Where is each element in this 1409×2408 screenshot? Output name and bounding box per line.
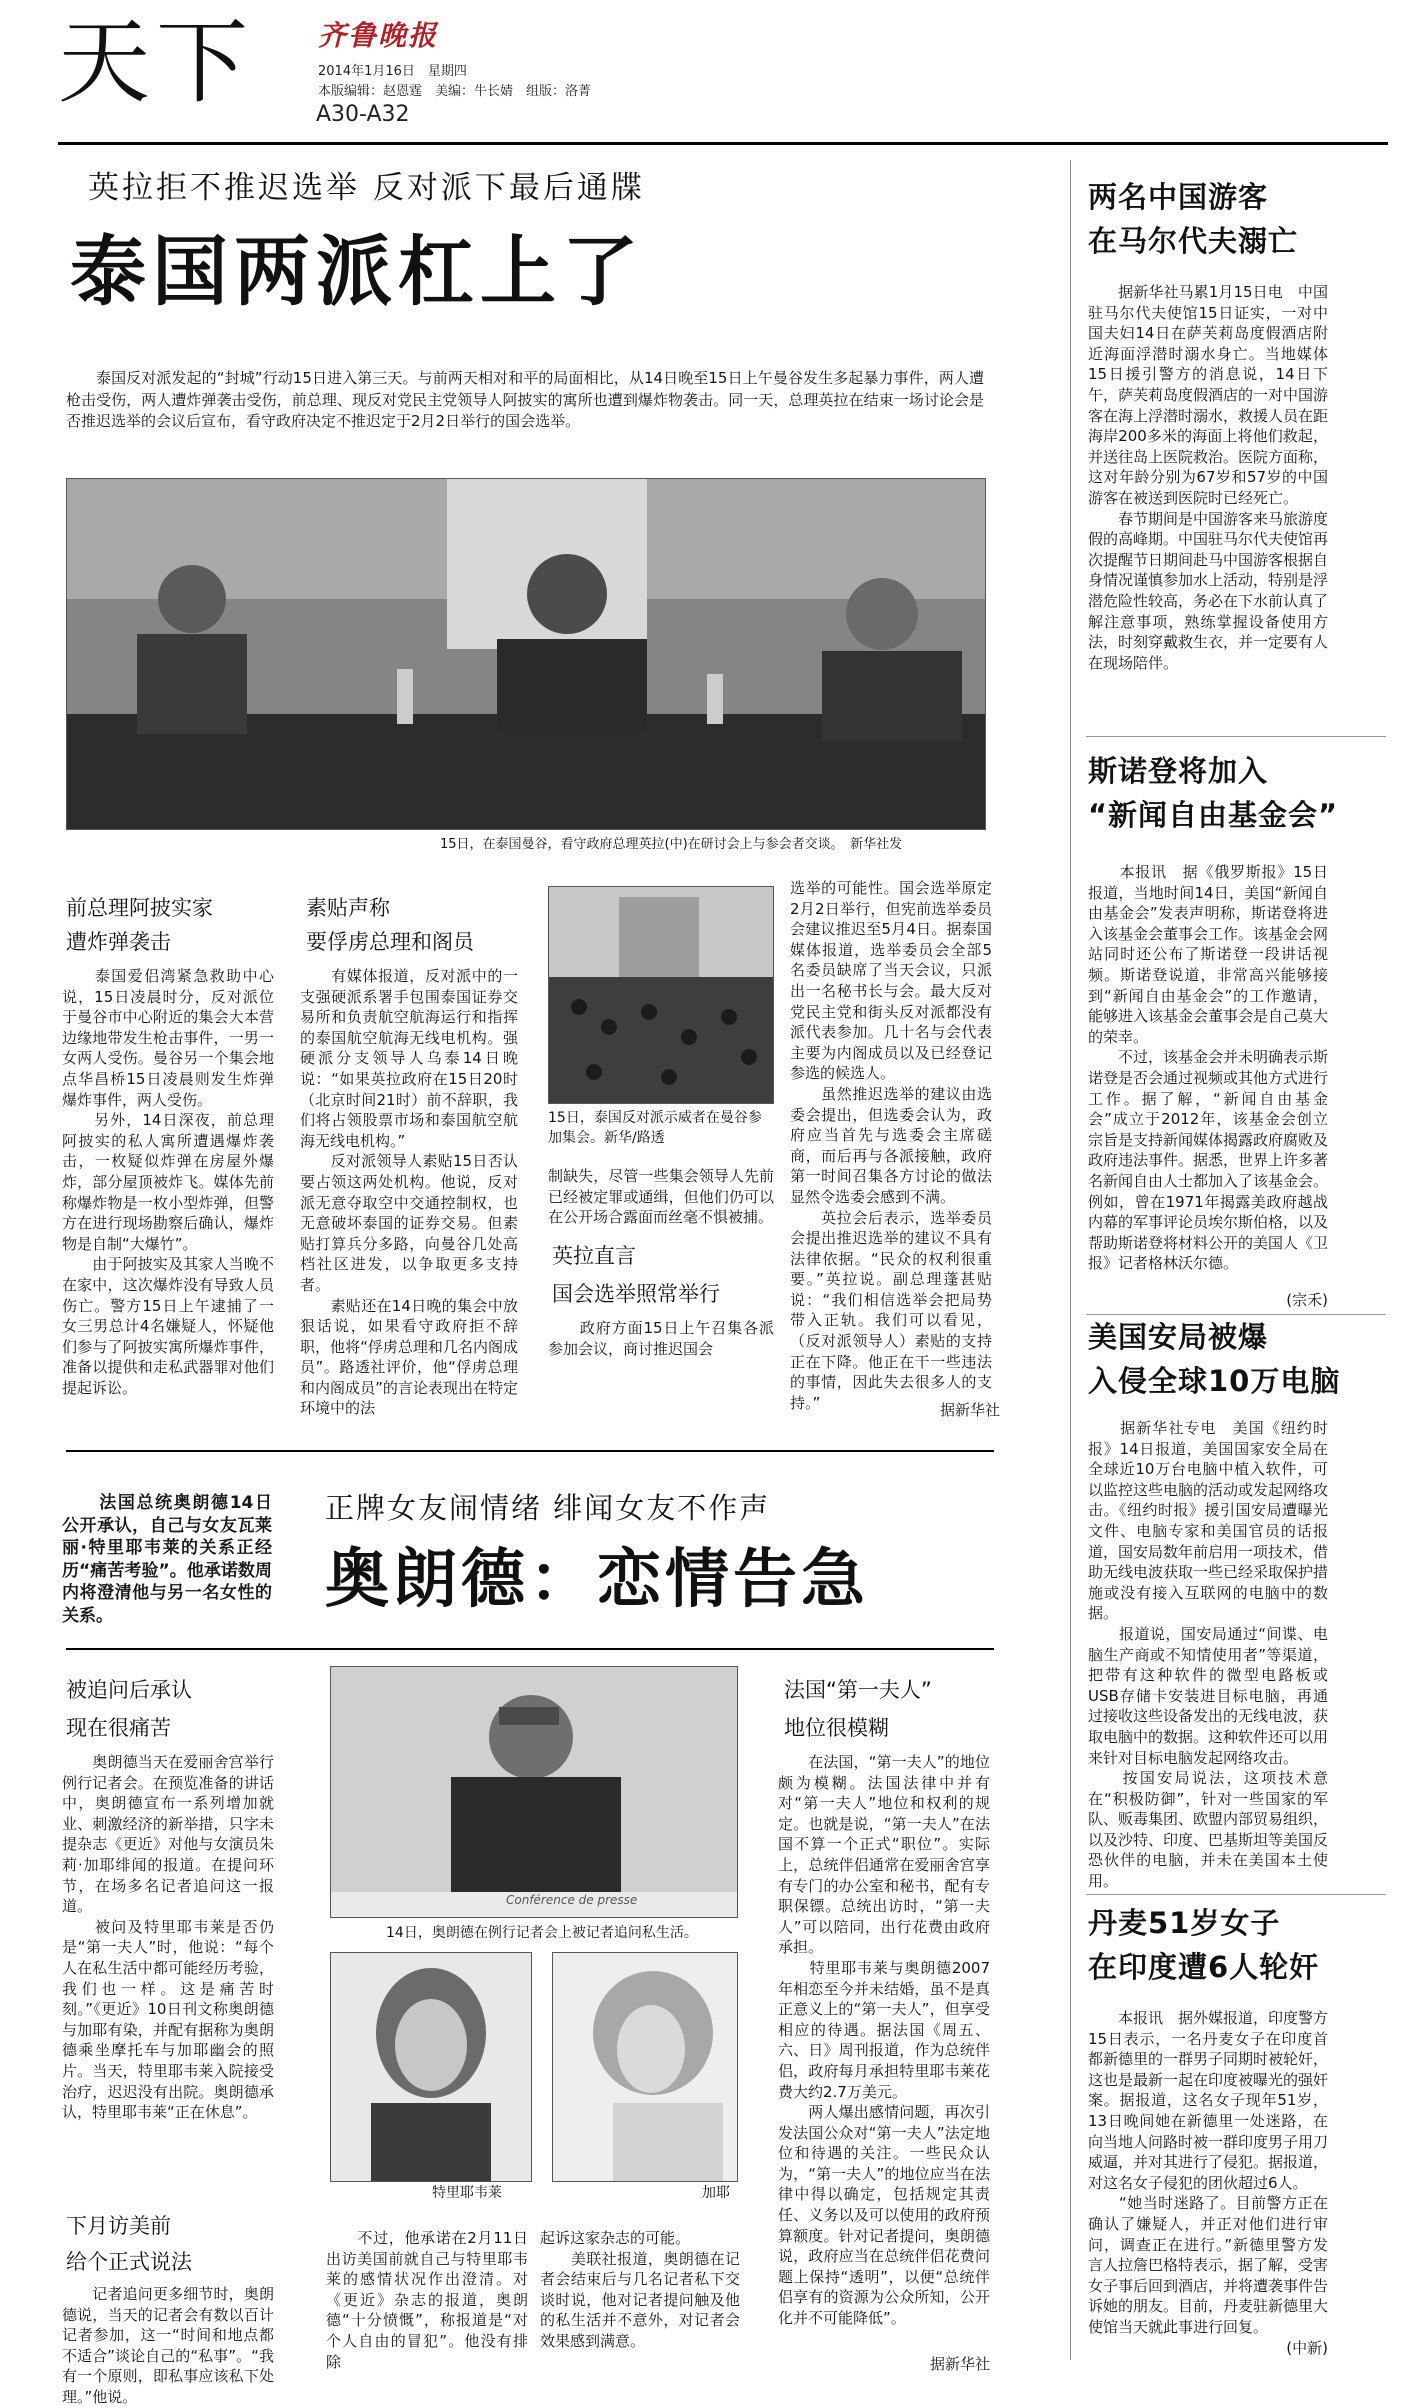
hollande-headline: 奥朗德：恋情告急: [325, 1543, 869, 1617]
col1-subhead-1: 前总理阿披实家: [66, 896, 213, 920]
hollande-photo: [330, 1666, 738, 1918]
gayet-photo-illustration: [553, 1953, 737, 2181]
gayet-photo: [552, 1952, 738, 2182]
hollande-photo-illustration: [331, 1667, 737, 1917]
newspaper-logo: 齐鲁晚报: [318, 19, 439, 52]
trierweiler-photo: [330, 1952, 532, 2182]
hollande-c-text: 不过，他承诺在2月11日出访美国前就自己与特里耶韦莱的感情状况作出澄清。对《更近》杂志的报道，奥朗德“十分愤慨”，称报道是“对个人自由的冒犯”。他没有排除: [326, 2229, 528, 2371]
lead-intro: 泰国反对派发起的“封城”行动15日进入第三天。与前两天相对和平的局面相比，从14日晚至15日上午曼谷发生多起暴力事件，两人遭枪击受伤，两人遭炸弹袭击受伤，前总理、现反对党民主党领导人阿披实的寓所也遭到爆炸物袭击。同一天，总理英拉在结束一场讨论会是否推迟选举的会议后宣布，看守政府决定不推迟定于2月2日举行的国会选举。: [66, 369, 984, 430]
hollande-e-sign: 据新华社: [929, 2355, 990, 2373]
hollande-b-subhead-2: 给个正式说法: [66, 2250, 192, 2274]
hollande-subhead: 正牌女友闹情绪 绯闻女友不作声: [325, 1491, 771, 1525]
col1-text: 泰国爱侣湾紧急救助中心说，15日凌晨时分，反对派位于曼谷市中心附近的集会大本营边缘地带发生枪击事件，一男一女两人受伤。曼谷另一个集会地点华昌桥15日凌晨则发生炸弹爆炸事件，两人受伤。 另外，14日深夜，前总理阿披实的私人寓所遭遇爆炸袭击，一枚疑似炸弹在房屋外爆炸，部分屋顶被炸飞。媒体先前称爆炸物是一枚小型炸弹，但警方在进行现场勘察后确认，爆炸物是自制“大爆竹”。 由于阿披实及其家人当晚不在家中，这次爆炸没有导致人员伤亡。警方15日上午逮捕了一女三男总计4名嫌疑人，怀疑他们参与了阿披实寓所爆炸事件，准备以提供和走私武器罪对他们提起诉讼。: [62, 967, 274, 1397]
sidebar-1-title-1: 两名中国游客: [1088, 180, 1269, 214]
hollande-e-subhead-1: 法国“第一夫人”: [784, 1678, 932, 1702]
lead-photo-illustration: [67, 479, 985, 829]
conference-label: Conférence de presse: [506, 1893, 638, 1907]
masthead-rule: [58, 142, 1388, 145]
col4-sign: 据新华社: [939, 1401, 1000, 1419]
col2-text: 有媒体报道，反对派中的一支强硬派系署手包围泰国证券交易所和负责航空航海运行和指挥的泰国航空航海无线电机构。强硬派分支领导人乌泰14日晚说：“如果英拉政府在15日20时（北京时间21时）前不辞职，我们将占领股票市场和泰国航空航海无线电机构。” 反对派领导人素贴15日否认要占领这两处机构。他说，反对派无意夺取空中交通控制权，也无意破坏泰国的证券交易。但素贴打算兵分多路，向曼谷几处高档社区进发，以争取更多支持者。 素贴还在14日晚的集会中放狠话说，如果看守政府拒不辞职，他将“俘虏总理和几名内阁成员”。路透社评价，他“俘虏总理和内阁成员”的言论表现出在特定环境中的法: [300, 967, 518, 1418]
page-numbers: A30-A32: [316, 102, 410, 127]
sidebar-rule-1: [1086, 736, 1386, 737]
sidebar-2-text: 本报讯 据《俄罗斯报》15日报道，当地时间14日，美国“新闻自由基金会”发表声明称，斯诺登将进入该基金会董事会工作。该基金会网站同时还公布了斯诺登一段讲话视频。斯诺登说道，非常高兴能够接到“新闻自由基金会”的工作邀请，能够进入该基金会董事会是自己莫大的荣幸。 不过，该基金会并未明确表示斯诺登是否会通过视频或其他方式进行工作。据了解，“新闻自由基金会”成立于2012年，该基金会创立宗旨是支持新闻媒体揭露政府腐败及政府违法事件。据悉，世界上许多著名新闻自由人士都加入了该基金会。例如，曾在1971年揭露美政府越战内幕的军事评论员埃尔斯伯格，以及帮助斯诺登将材料公开的美国人《卫报》记者格林沃尔德。: [1088, 863, 1329, 1273]
col3-subhead-2: 国会选举照常举行: [552, 1282, 720, 1306]
section-title: 天下: [58, 9, 255, 116]
hollande-b-text: 记者追问更多细节时，奥朗德说，当天的记者会有数以百计记者参加，这一“时间和地点都不适合”谈论自己的“私事”。“我有一个原则，即私事应该私下处理。”他说。: [62, 2285, 274, 2406]
protest-photo: [548, 886, 774, 1104]
col3-text-b: 政府方面15日上午召集各派参加会议，商讨推迟国会: [548, 1319, 774, 1358]
col3-text-a: 制缺失，尽管一些集会领导人先前已经被定罪或通缉，但他们仍可以在公开场合露面而丝毫不惧被捕。: [548, 1167, 774, 1227]
trierweiler-photo-illustration: [331, 1953, 531, 2181]
sidebar-3-title-1: 美国安局被爆: [1088, 1320, 1269, 1354]
sidebar-4-text: 本报讯 据外媒报道，印度警方15日表示，一名丹麦女子在印度首都新德里的一群男子同期时被轮奸，这也是最新一起在印度被曝光的强奸案。据报道，这名女子现年51岁，13日晚间她在新德里一处迷路，在向当地人问路时被一群印度男子用刀威逼，并对其进行了侵犯。据报道，对这名女子侵犯的团伙超过6人。 “她当时迷路了。目前警方正在确认了嫌疑人，并正对他们进行审问，调查正在进行。”新德里警方发言人拉詹巴格特表示，据了解，受害女子事后回到酒店，并将遭袭事件告诉她的朋友。目前，丹麦驻新德里大使馆当天就此事进行回复。: [1088, 2009, 1329, 2336]
sidebar-4-title-1: 丹麦51岁女子: [1088, 1906, 1281, 1940]
editor-credits: 本版编辑：赵恩霆 美编：牛长婧 组版：洛菁: [318, 84, 592, 99]
hollande-rule: [66, 1648, 994, 1650]
lead-subhead: 英拉拒不推迟选举 反对派下最后通牒: [88, 170, 645, 206]
hollande-a-subhead-2: 现在很痛苦: [66, 1716, 171, 1740]
col1-subhead-2: 遭炸弹袭击: [66, 930, 171, 954]
lead-photo: [66, 478, 986, 830]
issue-date: 2014年1月16日 星期四: [318, 64, 467, 79]
gayet-caption: 加耶: [702, 2185, 730, 2201]
masthead: [0, 0, 1409, 140]
col2-subhead-1: 素贴声称: [306, 896, 390, 920]
sidebar-1-text: 据新华社马累1月15日电 中国驻马尔代夫使馆15日证实，一对中国夫妇14日在萨芙莉岛度假酒店附近海面浮潜时溺水身亡。当地媒体15日援引警方的消息说，14日下午，萨芙莉岛度假酒店的一对中国游客在海上浮潜时溺水，救援人员在距海岸200多米的海面上将他们救起，并送往岛上医院救治。医院方面称，这对年龄分别为67岁和57岁的中国游客在被送到医院时已经死亡。 春节期间是中国游客来马旅游度假的高峰期。中国驻马尔代夫使馆再次提醒节日期间赴马中国游客根据自身情况谨慎参加水上活动，特别是浮潜危险性较高，务必在下水前认真了解注意事项，熟练掌握设备使用方法，时刻穿戴救生衣，并一定要有人在现场陪伴。: [1088, 283, 1329, 672]
col3-subhead-1: 英拉直言: [552, 1244, 636, 1268]
sidebar-2-title-1: 斯诺登将加入: [1088, 754, 1269, 788]
sidebar-rule-3: [1086, 1894, 1386, 1895]
lead-headline: 泰国两派杠上了: [70, 227, 644, 316]
sidebar-3-title-2: 入侵全球10万电脑: [1088, 1364, 1341, 1398]
hollande-photo-caption: 14日，奥朗德在例行记者会上被记者追问私生活。: [386, 1925, 698, 1941]
hollande-a-text: 奥朗德当天在爱丽舍宫举行例行记者会。在预览准备的讲话中，奥朗德宣布一系列增加就业、刺激经济的新举措，只字未提杂志《更近》对他与女演员朱莉·加耶绯闻的报道。在提问环节，在场多名记者追问这一报道。 被问及特里耶韦莱是否仍是“第一夫人”时，他说：“每个人在私生活中都可能经历考验，我们也一样。这是痛苦时刻。”《更近》10日刊文称奥朗德与加耶有染，并配有据称为奥朗德乘坐摩托车与加耶幽会的照片。当天，特里耶韦莱入院接受治疗，迟迟没有出院。奥朗德承认，特里耶韦莱“正在休息”。: [62, 1753, 274, 2122]
sidebar-4-title-2: 在印度遭6人轮奸: [1088, 1950, 1320, 1984]
lead-divider: [66, 1450, 994, 1452]
hollande-d-text: 起诉这家杂志的可能。 美联社报道，奥朗德在记者会结束后与几名记者私下交谈时说，他对记者提问触及他的私生活并不意外，对记者会效果感到满意。: [540, 2229, 740, 2350]
col2-subhead-2: 要俘虏总理和阁员: [306, 930, 474, 954]
protest-photo-illustration: [549, 887, 773, 1103]
sidebar-2-title-2: “新闻自由基金会”: [1088, 798, 1339, 832]
col4-text: 选举的可能性。国会选举原定2月2日举行，但宪前选举委员会建议推迟至5月4日。据泰国媒体报道，选举委员会全部5名委员缺席了当天会议，只派出一名秘书长与会。最大反对党民主党和街头反对派都没有派代表参加。几十名与会代表主要为内阁成员以及已经登记参选的候选人。 虽然推迟选举的建议由选委会提出，但选委会认为，政府应当首先与选委会主席磋商，而后再与各派接触，政府第一时间召集各方讨论的做法显然令选委会感到不满。 英拉会后表示，选举委员会提出推迟选举的建议不具有法律依据。“民众的权利很重要。”英拉说。副总理蓬甚贴说：“我们相信选举会把局势带入正轨。我们可以看见，（反对派领导人）素贴的支持正在下降。他正在干一些违法的事情，因此失去很多人的支持。”: [790, 879, 992, 1412]
sidebar-divider: [1070, 160, 1071, 2360]
sidebar-3-text: 据新华社专电 美国《纽约时报》14日报道，美国国家安全局在全球近10万台电脑中植入软件，可以监控这些电脑的活动或发起网络攻击。《纽约时报》援引国安局遭曝光文件、电脑专家和美国官员的话报道，国安局数年前启用一项技术，借助无线电波获取一些已经采取保护措施或没有接入互联网的电脑中的数据。 报道说，国安局通过“间谍、电脑生产商或不知情使用者”等渠道，把带有这种软件的微型电路板或USB存储卡安装进目标电脑，再通过接收这些设备发出的无线电波，获取电脑中的数据。这种软件还可以用来针对目标电脑发起网络攻击。 按国安局说法，这项技术意在“积极防御”，针对一些国家的军队、贩毒集团、欧盟内部贸易组织，以及沙特、印度、巴基斯坦等美国反恐伙伴的电脑，并未在美国本土使用。: [1088, 1419, 1329, 1891]
hollande-b-subhead-1: 下月访美前: [66, 2214, 171, 2238]
sidebar-1-title-2: 在马尔代夫溺亡: [1088, 224, 1299, 258]
sidebar-2-sign: (宗禾): [1286, 1291, 1328, 1309]
sidebar-4-sign: (中新): [1286, 2339, 1328, 2357]
lead-photo-caption: 15日，在泰国曼谷，看守政府总理英拉(中)在研讨会上与参会者交谈。 新华社发: [440, 837, 903, 852]
hollande-e-text: 在法国，“第一夫人”的地位颇为模糊。法国法律中并有对“第一夫人”地位和权利的规定。也就是说，“第一夫人”在法国不算一个正式“职位”。实际上，总统伴侣通常在爱丽舍宫享有专门的办公室和秘书，配有专职保镖。总统出访时，“第一夫人”可以陪同，出行花费由政府承担。 特里耶韦莱与奥朗德2007年相恋至今并未结婚，虽不是真正意义上的“第一夫人”，但享受相应的待遇。据法国《周五、六、日》周刊报道，作为总统伴侣，政府每月承担特里耶韦莱花费大约2.7万美元。 两人爆出感情问题，再次引发法国公众对“第一夫人”法定地位和待遇的关注。一些民众认为，“第一夫人”的地位应当在法律中得以确定，包括规定其责任、义务以及可以使用的政府预算额度。针对记者提问，奥朗德说，政府应当在总统伴侣花费问题上保持“透明”，以便“总统伴侣享有的资源为公众所知，公开化并不可能降低”。: [778, 1753, 990, 2328]
hollande-a-subhead-1: 被追问后承认: [66, 1678, 192, 1702]
hollande-intro: 法国总统奥朗德14日公开承认，自己与女友瓦莱丽·特里耶韦莱的关系正经历“痛苦考验”。他承诺数周内将澄清他与另一名女性的关系。: [62, 1493, 272, 1626]
trierweiler-caption: 特里耶韦莱: [432, 2185, 502, 2201]
protest-photo-caption: 15日，泰国反对派示威者在曼谷参加集会。新华/路透: [548, 1110, 762, 1146]
hollande-e-subhead-2: 地位很模糊: [784, 1716, 889, 1740]
